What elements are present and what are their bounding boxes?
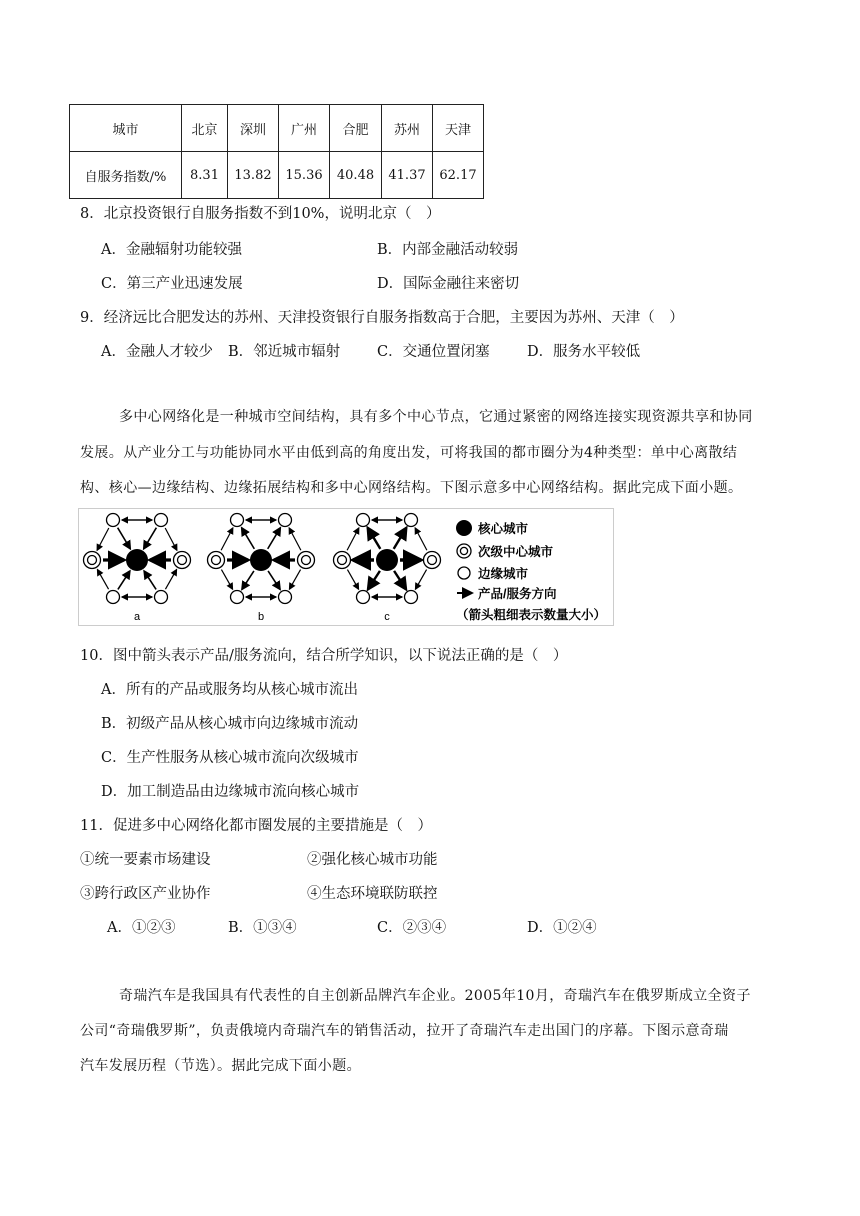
edge-city-node (357, 514, 370, 527)
table-header-cell: 深圳 (228, 105, 279, 152)
edge-city-node (107, 514, 120, 527)
q11-option-c: C．②③④ (377, 920, 447, 936)
edge-city-legend-icon (458, 567, 470, 579)
table-header-row (70, 105, 484, 152)
passage-3-line-1: 奇瑞汽车是我国具有代表性的自主创新品牌汽车企业。2005年10月，奇瑞汽车在俄罗斯成立全资子 (119, 988, 751, 1004)
legend-arrow-note: （箭头粗细表示数量大小） (456, 608, 607, 622)
table-header-cell: 苏州 (382, 105, 433, 152)
flow-arrow (242, 528, 255, 549)
question-8-stem: 8．北京投资银行自服务指数不到10%，说明北京（ ） (80, 206, 441, 222)
q11-item-2: ②强化核心城市功能 (307, 852, 438, 868)
legend-flow-direction: 产品/服务方向 (478, 587, 557, 601)
flow-arrow (394, 528, 407, 549)
q8-option-a: A．金融辐射功能较强 (101, 242, 242, 258)
edge-city-node (155, 514, 168, 527)
flow-arrow (165, 528, 177, 550)
q8-option-b: B．内部金融活动较弱 (377, 242, 519, 258)
flow-arrow (221, 570, 232, 590)
edge-city-node (405, 591, 418, 604)
flow-arrow (144, 571, 156, 590)
q9-option-b: B．邻近城市辐射 (228, 344, 341, 360)
q10-option-a: A．所有的产品或服务均从核心城市流出 (101, 682, 358, 698)
sub-center-city-node-inner (338, 556, 347, 565)
diagram-svg (78, 508, 614, 626)
panel-label: a (133, 611, 141, 623)
q11-option-a: A．①②③ (107, 920, 176, 936)
legend-edge-city: 边缘城市 (478, 567, 529, 581)
city-self-service-table (69, 104, 484, 199)
q11-option-b: B．①③④ (228, 920, 297, 936)
flow-arrow (118, 571, 130, 590)
flow-arrow (118, 528, 131, 549)
table-cell: 40.48 (330, 152, 382, 199)
flow-arrow (165, 570, 176, 590)
passage-3-line-2: 公司“奇瑞俄罗斯”，负责俄境内奇瑞汽车的销售活动，拉开了奇瑞汽车走出国门的序幕。下图示意奇瑞 (80, 1023, 729, 1039)
edge-city-node (231, 514, 244, 527)
q9-option-a: A．金融人才较少 (101, 344, 213, 360)
sub-center-city-node-inner (212, 556, 221, 565)
panel-label: c (384, 611, 390, 623)
passage-2-line-3: 构、核心—边缘结构、边缘拓展结构和多中心网络结构。下图示意多中心网络结构。据此完成下面小题。 (80, 480, 743, 496)
sub-center-legend-icon-inner (460, 547, 467, 554)
legend-sub-center-city: 次级中心城市 (478, 545, 554, 559)
edge-city-node (107, 591, 120, 604)
edge-city-node (279, 514, 292, 527)
flow-arrow (144, 528, 157, 549)
panel-label: b (257, 611, 265, 623)
q8-option-c: C．第三产业迅速发展 (101, 276, 243, 292)
sub-center-city-node-inner (88, 556, 97, 565)
table-cell: 8.31 (182, 152, 228, 199)
q9-option-c: C．交通位置闭塞 (377, 344, 490, 360)
q11-option-d: D．①②④ (527, 920, 597, 936)
table-cell: 15.36 (279, 152, 330, 199)
core-city-node (250, 549, 272, 571)
table-header-cell: 广州 (279, 105, 330, 152)
table-header-cell: 天津 (433, 105, 484, 152)
edge-city-node (405, 514, 418, 527)
passage-2-line-1: 多中心网络化是一种城市空间结构，具有多个中心节点，它通过紧密的网络连接实现资源共享和协同 (119, 409, 753, 425)
table-header-cell: 合肥 (330, 105, 382, 152)
sub-center-city-node-inner (302, 556, 311, 565)
flow-arrow (368, 528, 381, 549)
question-10-stem: 10．图中箭头表示产品/服务流向，结合所学知识，以下说法正确的是（ ） (80, 648, 568, 664)
flow-arrow (394, 571, 406, 590)
q10-option-b: B．初级产品从核心城市向边缘城市流动 (101, 716, 359, 732)
q10-option-d: D．加工制造品由边缘城市流向核心城市 (101, 784, 360, 800)
core-city-legend-icon (456, 520, 472, 536)
flow-arrow (289, 570, 300, 590)
q10-option-c: C．生产性服务从核心城市流向次级城市 (101, 750, 359, 766)
edge-city-node (279, 591, 292, 604)
flow-arrow (221, 528, 233, 550)
flow-arrow (289, 528, 301, 550)
core-city-node (376, 549, 398, 571)
flow-arrow (97, 570, 108, 590)
table-header-cell: 城市 (70, 105, 182, 152)
network-structure-diagram (78, 508, 614, 626)
q9-option-d: D．服务水平较低 (527, 344, 641, 360)
diagram-panels (84, 514, 441, 624)
edge-city-node (155, 591, 168, 604)
flow-arrow (415, 528, 427, 550)
sub-center-city-node-inner (178, 556, 187, 565)
passage-2-line-2: 发展。从产业分工与功能协同水平由低到高的角度出发，可将我国的都市圈分为4种类型：单中心离散结 (80, 445, 738, 461)
flow-arrow (347, 570, 358, 590)
passage-3-line-3: 汽车发展历程（节选）。据此完成下面小题。 (80, 1058, 361, 1074)
legend-core-city: 核心城市 (478, 522, 529, 536)
table-header-cell: 北京 (182, 105, 228, 152)
edge-city-node (231, 591, 244, 604)
core-city-node (126, 549, 148, 571)
table-cell: 41.37 (382, 152, 433, 199)
q8-option-d: D．国际金融往来密切 (377, 276, 520, 292)
table-cell: 13.82 (228, 152, 279, 199)
table-cell: 62.17 (433, 152, 484, 199)
sub-center-city-node-inner (428, 556, 437, 565)
question-9-stem: 9．经济远比合肥发达的苏州、天津投资银行自服务指数高于合肥，主要因为苏州、天津（ ） (80, 310, 684, 326)
flow-arrow (347, 528, 359, 550)
flow-arrow (97, 528, 109, 550)
q11-item-1: ①统一要素市场建设 (80, 852, 211, 868)
flow-arrow (242, 571, 254, 590)
edge-city-node (357, 591, 370, 604)
flow-arrow (268, 528, 281, 549)
question-11-stem: 11．促进多中心网络化都市圈发展的主要措施是（ ） (80, 818, 432, 834)
table-row (70, 152, 484, 199)
flow-arrow (415, 570, 426, 590)
flow-arrow (268, 571, 280, 590)
q11-item-4: ④生态环境联防联控 (307, 886, 438, 902)
q11-item-3: ③跨行政区产业协作 (80, 886, 211, 902)
table-cell: 自服务指数/% (70, 152, 182, 199)
flow-arrow (368, 571, 380, 590)
